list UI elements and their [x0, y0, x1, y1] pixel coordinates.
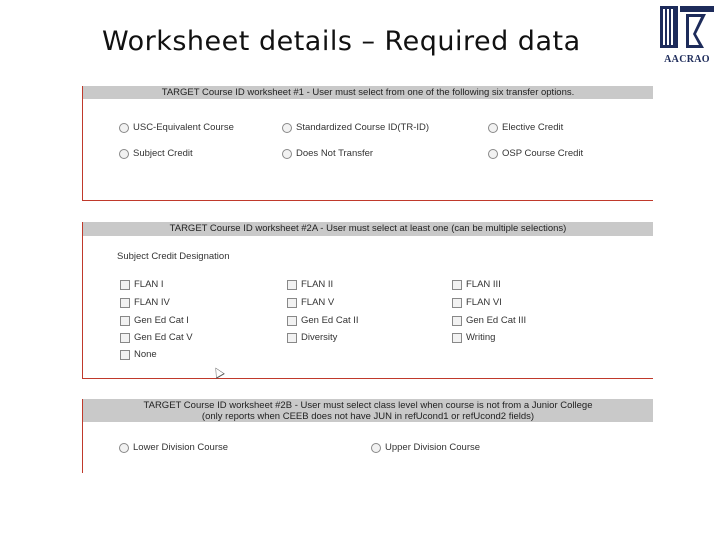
radio-icon[interactable]: [282, 123, 292, 133]
checkbox-icon[interactable]: [120, 298, 130, 308]
checkbox-icon[interactable]: [120, 280, 130, 290]
checkbox-icon[interactable]: [452, 298, 462, 308]
radio-icon[interactable]: [119, 123, 129, 133]
slide-title: Worksheet details – Required data: [102, 26, 581, 57]
radio-icon[interactable]: [282, 149, 292, 159]
checkbox-icon[interactable]: [287, 333, 297, 343]
ws2a-checkbox[interactable]: Gen Ed Cat I: [120, 315, 189, 326]
ws2b-option[interactable]: Lower Division Course: [119, 442, 228, 453]
ws2a-checkbox[interactable]: FLAN VI: [452, 297, 502, 308]
checkbox-icon[interactable]: [120, 333, 130, 343]
worksheet-2b-panel: [82, 399, 653, 473]
worksheet-2a-header: TARGET Course ID worksheet #2A - User must select at least one (can be multiple selections): [83, 222, 653, 236]
ws2a-checkbox[interactable]: FLAN I: [120, 279, 164, 290]
checkbox-icon[interactable]: [120, 350, 130, 360]
aacrao-logo: [656, 4, 718, 68]
ws2a-checkbox[interactable]: FLAN IV: [120, 297, 170, 308]
ws2a-checkbox[interactable]: FLAN II: [287, 279, 333, 290]
subject-credit-designation-label: Subject Credit Designation: [117, 251, 230, 262]
checkbox-icon[interactable]: [452, 280, 462, 290]
ws2a-checkbox[interactable]: FLAN III: [452, 279, 501, 290]
worksheet-1-panel: [82, 86, 653, 201]
ws1-option[interactable]: OSP Course Credit: [488, 148, 583, 159]
radio-icon[interactable]: [371, 443, 381, 453]
checkbox-icon[interactable]: [452, 333, 462, 343]
ws2a-checkbox[interactable]: Gen Ed Cat V: [120, 332, 193, 343]
ws1-option[interactable]: USC-Equivalent Course: [119, 122, 234, 133]
logo-text: AACRAO: [664, 54, 710, 65]
worksheet-2b-header-line2: (only reports when CEEB does not have JUN in refUcond1 or refUcond2 fields): [201, 411, 535, 422]
checkbox-icon[interactable]: [452, 316, 462, 326]
worksheet-1-header: TARGET Course ID worksheet #1 - User must select from one of the following six transfer options.: [83, 86, 653, 99]
ws1-option[interactable]: Elective Credit: [488, 122, 563, 133]
radio-icon[interactable]: [119, 149, 129, 159]
aacrao-logo-icon: [656, 4, 718, 54]
ws1-option[interactable]: Subject Credit: [119, 148, 193, 159]
ws2a-checkbox[interactable]: Writing: [452, 332, 495, 343]
radio-icon[interactable]: [488, 149, 498, 159]
worksheet-2a-panel: [82, 222, 653, 379]
checkbox-icon[interactable]: [287, 298, 297, 308]
checkbox-icon[interactable]: [287, 316, 297, 326]
ws2a-checkbox[interactable]: FLAN V: [287, 297, 334, 308]
checkbox-icon[interactable]: [120, 316, 130, 326]
radio-icon[interactable]: [119, 443, 129, 453]
ws2a-checkbox[interactable]: None: [120, 349, 157, 360]
ws2a-checkbox[interactable]: Gen Ed Cat II: [287, 315, 359, 326]
ws2a-checkbox[interactable]: Gen Ed Cat III: [452, 315, 526, 326]
ws2b-option[interactable]: Upper Division Course: [371, 442, 480, 453]
worksheet-2b-header: [83, 399, 653, 422]
ws2a-checkbox[interactable]: Diversity: [287, 332, 337, 343]
radio-icon[interactable]: [488, 123, 498, 133]
worksheet-2b-header-line1: TARGET Course ID worksheet #2B - User must select class level when course is not from a Junior College: [143, 400, 593, 411]
ws1-option[interactable]: Does Not Transfer: [282, 148, 373, 159]
checkbox-icon[interactable]: [287, 280, 297, 290]
ws1-option[interactable]: Standardized Course ID(TR-ID): [282, 122, 429, 133]
